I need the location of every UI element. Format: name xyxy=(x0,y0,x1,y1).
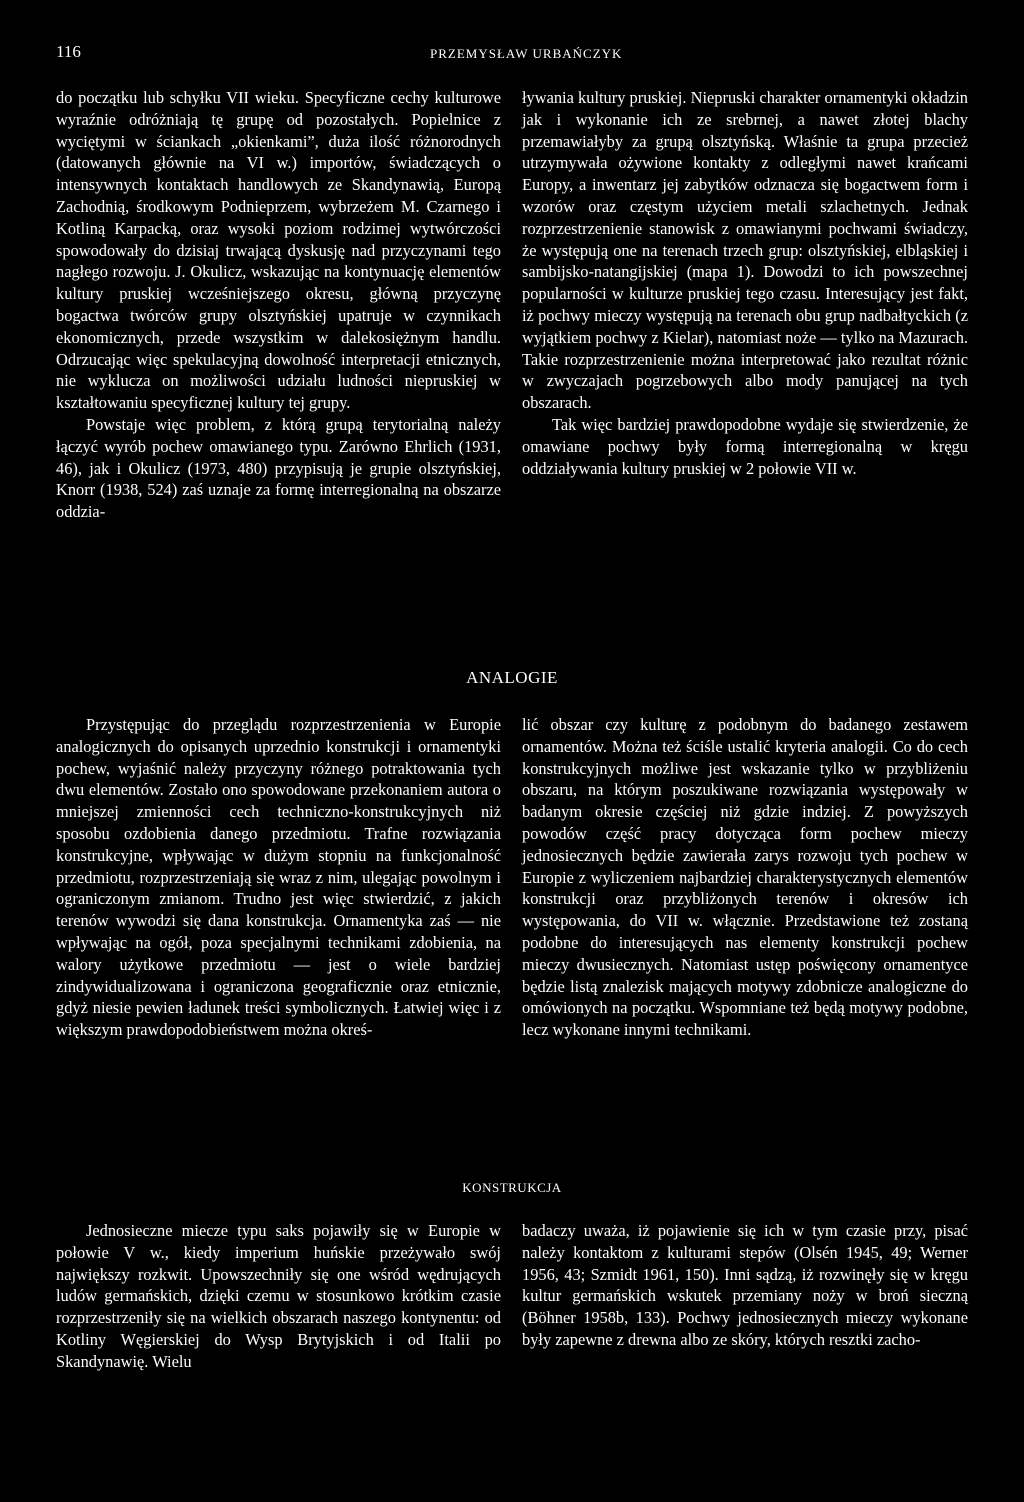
paragraph: Jednosieczne miecze typu saks pojawiły się w Europie w połowie V w., kiedy imperium huńskie przeżywało swój największy rozkwit. Upowszechniły się one wśród wędrujących ludów germańskich, dzięki czemu w stosunkowo krótkim czasie rozprzestrzeniły się na wielkich obszarach naszego kontynentu: od Kotliny Węgierskiej do Wysp Brytyjskich i od Italii po Skandynawię. Wielu xyxy=(56,1221,501,1371)
paragraph: do początku lub schyłku VII wieku. Specyficzne cechy kulturowe wyraźnie odróżniają tę grupę od pozostałych. Popielnice z wyciętymi w ściankach „okienkami”, duża ilość różnorodnych (datowanych głównie na VI w.) importów, świadczących o intensywnych kontaktach handlowych ze Skandynawią, Europą Zachodnią, środkowym Podnieprzem, wybrzeżem M. Czarnego i Kotliną Karpacką, oraz wysoki poziom rodzimej wytwórczości spowodowały do dzisiaj trwającą dyskusję nad przyczynami tego nagłego rozwoju. J. Okulicz, wskazując na kontynuację elementów kultury pruskiej wcześniejszego okresu, główną przyczynę bogactwa twórców grupy olsztyńskiej upatruje w czynnikach ekonomicznych, przede wszystkim w dalekosiężnym handlu. Odrzucając więc spekulacyjną dowolność interpretacji etnicznych, nie wyklucza on możliwości udziału ludności niepruskiej w kształtowaniu specyficznej kultury tej grupy. xyxy=(56,88,501,413)
paragraph: Powstaje więc problem, z którą grupą terytorialną należy łączyć wyrób pochew omawianego typu. Zarówno Ehrlich (1931, 46), jak i Okulicz (1973, 480) przypisują je grupie olsztyńskiej, Knorr (1938, 524) zaś uznaje za formę interregionalną na obszarze oddzia- xyxy=(56,414,501,522)
paragraph: ływania kultury pruskiej. Niepruski charakter ornamentyki okładzin jak i wykonanie ich ze srebrnej, a nawet złotej blachy przemawiałyby za grupą olsztyńską. Właśnie ta grupa przecież utrzymywała ożywione kontakty z odległymi nawet krańcami Europy, a inwentarz jej zabytków odznacza się bogactwem form i wzorów oraz częstym użyciem metali szlachetnych. Jednak rozprzestrzenienie stanowisk z omawianymi pochwami świadczy, że występują one na terenach trzech grup: olsztyńskiej, elbląskiej i sambijsko-natangijskiej (mapa 1). Dowodzi to ich powszechnej popularności w kulturze pruskiej tego czasu. Interesujący jest fakt, iż pochwy mieczy występują na terenach obu grup nadbałtyckich (z wyjątkiem pochwy z Kielar), natomiast noże — tylko na Mazurach. Takie rozprzestrzenienie można interpretować jako rezultat różnic w zwyczajach pogrzebowych albo mody panującej na tych obszarach. xyxy=(522,88,968,413)
section-heading-analogie: ANALOGIE xyxy=(466,668,558,687)
page-number: 116 xyxy=(56,42,81,61)
paragraph: Tak więc bardziej prawdopodobne wydaje się stwierdzenie, że omawiane pochwy były formą interregionalną w kręgu oddziaływania kultury pruskiej w 2 połowie VII w. xyxy=(522,414,968,478)
paragraph: badaczy uważa, iż pojawienie się ich w tym czasie przy, pisać należy kontaktom z kulturami stepów (Olsén 1945, 49; Werner 1956, 43; Szmidt 1961, 150). Inni sądzą, iż rozwinęły się w kręgu kultur germańskich wskutek przemiany noży w broń sieczną (Böhner 1958b, 133). Pochwy jednosiecznych mieczy wykonane były zapewne z drewna albo ze skóry, których resztki zacho- xyxy=(522,1221,968,1349)
running-head: PRZEMYSŁAW URBAŃCZYK xyxy=(430,46,623,61)
paragraph: lić obszar czy kulturę z podobnym do badanego zestawem ornamentów. Można też ściśle ustalić kryteria analogii. Co do cech konstrukcyjnych możliwe jest wskazanie tylko w przybliżeniu obszaru, na którym poszukiwane rozwiązania występowały w badanym okresie częściej niż gdzie indziej. Z powyższych powodów część pracy dotycząca form pochew mieczy jednosiecznych będzie zawierała zarys rozwoju tych pochew w Europie z wyliczeniem najbardziej charakterystycznych elementów konstrukcji oraz przybliżonych terenów i okresów ich występowania, do VII w. włącznie. Przedstawione też zostaną podobne do interesujących nas elementy konstrukcji pochew mieczy dwusiecznych. Natomiast ustęp poświęcony ornamentyce będzie listą znalezisk mających motywy zdobnicze analogiczne do omówionych na początku. Wspomniane też będą motywy podobne, lecz wykonane innymi technikami. xyxy=(522,715,968,1040)
section2-right-column xyxy=(522,714,968,1041)
section-heading-konstrukcja: KONSTRUKCJA xyxy=(462,1180,562,1195)
section1-left-column xyxy=(56,87,501,523)
section2-left-column xyxy=(56,714,501,1041)
section3-right-column xyxy=(522,1220,968,1351)
section1-right-column xyxy=(522,87,968,479)
paragraph: Przystępując do przeglądu rozprzestrzenienia w Europie analogicznych do opisanych uprzednio konstrukcji i ornamentyki pochew, wyjaśnić należy przyczyny różnego potraktowania tych dwu elementów. Zostało ono spowodowane przekonaniem autora o mniejszej zmienności cech techniczno-konstrukcyjnych niż sposobu ozdobienia danego przedmiotu. Trafne rozwiązania konstrukcyjne, wpływając w dużym stopniu na funkcjonalność przedmiotu, rozprzestrzeniają się wraz z nim, ulegając powolnym i ograniczonym zmianom. Trudno jest więc stwierdzić, z jakich terenów wywodzi się dana konstrukcja. Ornamentyka zaś — nie wpływając na ogół, poza specjalnymi technikami zdobienia, na walory użytkowe przedmiotu — jest o wiele bardziej zindywidualizowana i ograniczona geograficznie oraz etnicznie, gdyż niesie pewien ładunek treści symbolicznych. Łatwiej więc i z większym prawdopodobieństwem można okreś- xyxy=(56,715,501,1040)
section3-left-column xyxy=(56,1220,501,1373)
